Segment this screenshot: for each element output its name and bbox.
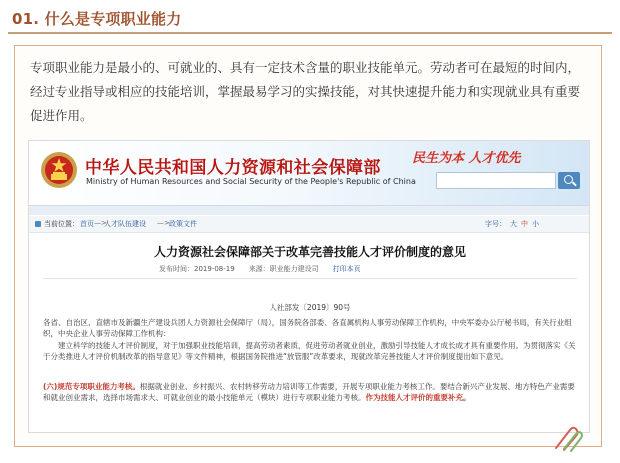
font-size-control bbox=[485, 219, 539, 229]
highlight-body: 根据就业创业、乡村振兴、农村转移劳动力培训等工作需要，开展专项职业能力考核工作。要结合新兴产业发展、地方特色产业需要和就业创业需求，选择市场需求大、可就业创业的最小技能单元（模块）进行专项职业能力考核。 bbox=[43, 382, 575, 402]
emblem-icon bbox=[39, 149, 79, 191]
highlight-heading: (六)规范专项职业能力考核。 bbox=[43, 382, 140, 391]
location-bar bbox=[29, 216, 590, 233]
section-header bbox=[0, 0, 620, 34]
document-paragraph: 建立科学的技能人才评价制度，对于加强职业技能培训，提高劳动者素质，促进劳动者就业创业，激励引导技能人才成长成才具有重要作用。为贯彻落实《关于分类推进人才评价机制改革的指导意见》等文件精神，根据国务院推进“放管服”改革要求，现就改革完善技能人才评价制度提出如下意见。 bbox=[43, 341, 576, 361]
site-search-button[interactable] bbox=[558, 172, 580, 189]
ministry-banner bbox=[29, 141, 590, 205]
ministry-slogan: 民生为本 人才优先 bbox=[412, 151, 521, 166]
ministry-webpage-screenshot bbox=[28, 140, 590, 433]
breadcrumb-talent[interactable]: 人才队伍建设 bbox=[104, 220, 146, 228]
highlight-paragraph bbox=[43, 381, 577, 403]
print-link[interactable]: 打印本页 bbox=[332, 265, 361, 273]
site-search-input[interactable] bbox=[436, 172, 556, 189]
section-title: 01. 什么是专项职业能力 bbox=[12, 10, 182, 28]
intro-paragraph: 专项职业能力是最小的、可就业的、具有一定技术含量的职业技能单元。劳动者可在最短的时间内，经过专业指导或相应的技能培训，掌握最易学习的实操技能，对其快速提升能力和实现就业具有重要促进作用。 bbox=[30, 60, 581, 123]
ministry-name-cn: 中华人民共和国人力资源和社会保障部 bbox=[85, 158, 381, 178]
location-label: 当前位置： bbox=[44, 220, 79, 228]
paperclip-icon bbox=[548, 424, 588, 452]
article-source: 来源：职业能力建设司 bbox=[248, 265, 319, 273]
font-size-small[interactable]: 小 bbox=[532, 220, 539, 228]
breadcrumb-home[interactable]: 首页 bbox=[80, 220, 94, 228]
search-icon bbox=[564, 175, 573, 184]
font-size-medium[interactable]: 中 bbox=[521, 220, 528, 228]
article-title: 人力资源社会保障部关于改革完善技能人才评价制度的意见 bbox=[153, 245, 466, 259]
breadcrumb-separator: —> bbox=[157, 219, 170, 227]
ministry-name-en: Ministry of Human Resources and Social Security of the People's Republic of China bbox=[86, 177, 416, 186]
breadcrumb-policy[interactable]: 政策文件 bbox=[169, 220, 197, 228]
article-meta bbox=[159, 264, 361, 274]
location-icon bbox=[35, 221, 41, 227]
publish-date: 发布时间：2019-08-19 bbox=[159, 265, 235, 273]
highlight-tail: 作为技能人才评价的重要补充。 bbox=[365, 393, 471, 402]
font-size-large[interactable]: 大 bbox=[510, 220, 517, 228]
meta-divider bbox=[43, 278, 577, 279]
breadcrumb-separator: —> bbox=[94, 219, 107, 227]
document-recipients: 各省、自治区、直辖市及新疆生产建设兵团人力资源社会保障厅（局），国务院各部委、各直属机构人事劳动保障工作机构，中央军委办公厅秘书局，有关行业组织，中央企业人事劳动保障工作机构： bbox=[43, 318, 572, 338]
font-size-label: 字号： bbox=[485, 220, 506, 228]
header-divider bbox=[8, 32, 612, 34]
nav-strip bbox=[29, 205, 590, 215]
document-number: 人社部发〔2019〕90号 bbox=[269, 303, 351, 312]
